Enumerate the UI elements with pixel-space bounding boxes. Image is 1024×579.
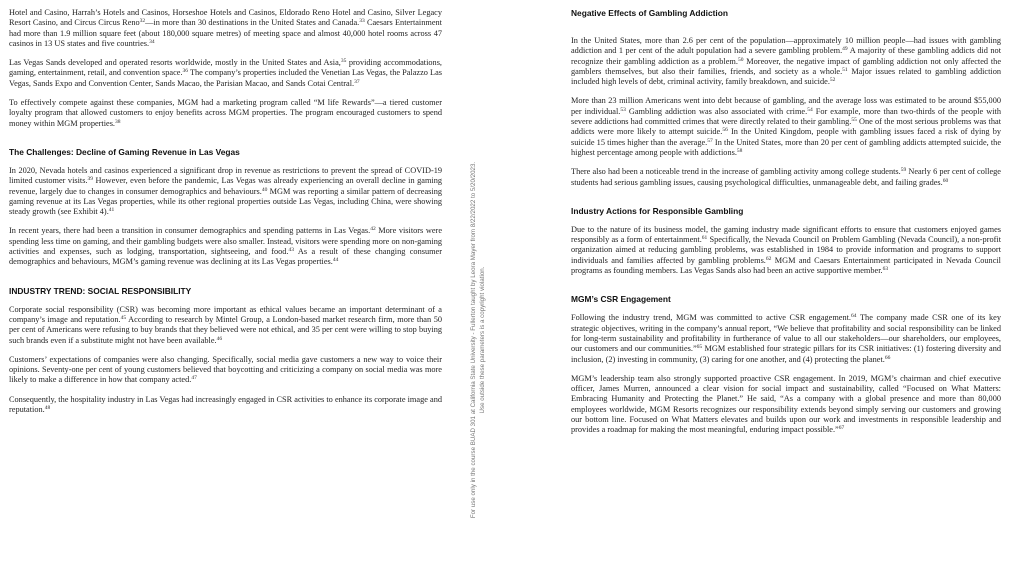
paragraph-las-vegas-sands: Las Vegas Sands developed and operated resorts worldwide, mostly in the United States and Asia,$^{35}$ providing accommodations, gaming, entertainment, retail, and convention space.$^{36}$ The company’s properties included the Venetian Las Vegas, the Palazzo Las Vegas, Sands Expo and Convention Center, Sands Macao, the Parisian Macao, and Sands Cotai Central.$^{37}$	[9, 58, 442, 88]
left-column	[9, 8, 442, 415]
paragraph-csr-importance: Corporate social responsibility (CSR) was becoming more important as ethical values became an important determinant of a company’s image and reputation.$^{45}$ According to research by Mintel Group, a London-based market research firm, more than 50 per cent of Americans were refusing to buy brands that they believed were not ethical, and 35 per cent were willing to stop buying such brands even if a substitute might not have been available.$^{46}$	[9, 304, 442, 345]
paragraph-hospitality-csr: Consequently, the hospitality industry in Las Vegas had increasingly engaged in CSR activities to enhance its corporate image and reputation.$^{48}$	[9, 394, 442, 415]
heading-mgm-csr: MGM’s CSR Engagement	[571, 294, 671, 305]
paragraph-casino-companies: Hotel and Casino, Harrah’s Hotels and Casinos, Horseshoe Hotels and Casinos, Eldorado Reno Hotel and Casino, Silver Legacy Resort Casino, and Circus Circus Reno$^{32}$—in more than 30 destinations in the United States and Canada.$^{33}$ Caesars Entertainment had more than 1.9 million square feet (about 180,000 square metres) of meeting space and almost 40,000 hotel rooms across 47 casinos in 13 US states and five countries.$^{34}$	[9, 8, 442, 48]
copyright-line-1: For use only in the course BUAD 301 at California State University - Fullerton taught by Leora Mayer from 8/22/2022 to 5/20/2023.	[470, 161, 477, 519]
heading-challenges: The Challenges: Decline of Gaming Revenue in Las Vegas	[9, 146, 240, 157]
copyright-sidebar	[469, 120, 491, 560]
right-column	[571, 8, 1001, 436]
heading-industry-actions: Industry Actions for Responsible Gambling	[571, 205, 744, 216]
copyright-line-2: Use outside these parameters is a copyright violation.	[479, 266, 486, 414]
paragraph-covid-decline: In 2020, Nevada hotels and casinos experienced a significant drop in revenue as restrictions to prevent the spread of COVID-19 limited customer visits.$^{39}$ However, even before the pandemic, Las Vegas was already experiencing an overall decline in gaming revenue, largely due to changes in consumer demographics and behaviours.$^{40}$ MGM was reporting a similar pattern of decreasing gaming revenue at its Las Vegas properties, while its other regional properties outside Las Vegas, including China, were showing steady growth (see Exhibit 4).$^{41}$	[9, 165, 442, 217]
paragraph-leadership-vision: MGM’s leadership team also strongly supported proactive CSR engagement. In 2019, MGM’s chairman and chief executive officer, James Murren, announced a clear vision for social impact and sustainability, called “Focused on What Matters: Embracing Humanity and Protecting the Planet.” He said, “As a company with a global presence and more than 80,000 employees worldwide, MGM Resorts recognizes our responsibility extends beyond simply serving our customers and growing our bottom line. Focused on What Matters elevates and builds upon our work and investments in responsible leadership and provides a roadmap for making the most meaningful, enduring impact possible.”$^{67}$	[571, 373, 1001, 435]
paragraph-addiction-stats: In the United States, more than 2.6 per cent of the population—approximately 10 million people—had issues with gambling addiction and 1 per cent of the adult population had a severe gambling problem.$^{49}$ A majority of these gambling addicts did not recognize their gambling addiction as a problem.$^{50}$ Moreover, the negative impact of gambling addiction not only affected the gamblers themselves, but also their families, friends, and society as a whole.$^{51}$ Major issues related to gambling addiction included high levels of debt, criminal activity, family breakdown, and suicide.$^{52}$	[571, 36, 1001, 87]
paragraph-nevada-council: Due to the nature of its business model, the gaming industry made significant efforts to ensure that customers enjoyed games responsibly as a form of entertainment.$^{61}$ Specifically, the Nevada Council on Problem Gambling (Nevada Council), a non-profit organization aimed at reducing gambling problems, was established in 1984 to provide information and programs to support individuals and families affected by gambling problems.$^{62}$ MGM and Caesars Entertainment participated in Nevada Council programs as founding members. Las Vegas Sands also had been an active supportive member.$^{63}$	[571, 224, 1001, 276]
paragraph-college-students: There also had been a noticeable trend in the increase of gambling activity among college students.$^{59}$ Nearly 6 per cent of college students had serious gambling issues, causing psychological difficulties, unmanageable debt, and failing grades.$^{60}$	[571, 167, 1001, 187]
paragraph-customer-expectations: Customers’ expectations of companies were also changing. Specifically, social media gave customers a new way to voice their opinions. Seventy-one per cent of young customers believed that boycotting and criticizing a company on social media was more likely to make a difference in how that company acted.$^{47}$	[9, 354, 442, 385]
paragraph-csr-pillars: Following the industry trend, MGM was committed to active CSR engagement.$^{64}$ The company made CSR one of its key strategic objectives, writing in the company’s annual report, “We believe that profitability and social responsibility can be linked for long-term sustainability and profitability in furtherance of value to all our stakeholders—our shareholders, our employees, our customers and our communities.”$^{65}$ MGM established four strategic pillars for its CSR initiatives: (1) fostering diversity and inclusion, (2) investing in community, (3) caring for one another, and (4) protecting the planet.$^{66}$	[571, 313, 1002, 364]
paragraph-demographics: In recent years, there had been a transition in consumer demographics and spending patterns in Las Vegas.$^{42}$ More visitors were spending less time on gaming, and their gambling budgets were also smaller. Instead, visitors were spending more on non-gaming activities and expenses, such as lodging, transportation, sightseeing, and food.$^{43}$ As a result of these changing consumer demographics and behaviours, MGM’s gaming revenue was declining at its Las Vegas properties.$^{44}$	[9, 226, 443, 267]
heading-negative-effects: Negative Effects of Gambling Addiction	[571, 8, 728, 18]
paragraph-m-life-rewards: To effectively compete against these companies, MGM had a marketing program called “M life Rewards”—a tiered customer loyalty program that allowed customers to enjoy benefits across MGM properties. The program encouraged customers to spend money within MGM properties.$^{38}$	[9, 98, 442, 128]
heading-industry-trend: INDUSTRY TREND: SOCIAL RESPONSIBILITY	[9, 285, 192, 296]
paragraph-debt-crime: More than 23 million Americans went into debt because of gambling, and the average loss was estimated to be around $55,000 per individual.$^{53}$ Gambling addiction was also associated with crime.$^{54}$ For example, more than two-thirds of the people with severe addictions had committed crimes that were directly related to their gambling.$^{55}$ One of the most serious problems was that addicts were more likely to attempt suicide.$^{56}$ In the United Kingdom, people with gambling issues faced a risk of dying by suicide 15 times higher than the average.$^{57}$ In the United States, more than 20 per cent of gambling addicts attempted suicide, the highest percentage among people with addictions.$^{58}$	[571, 96, 1002, 157]
